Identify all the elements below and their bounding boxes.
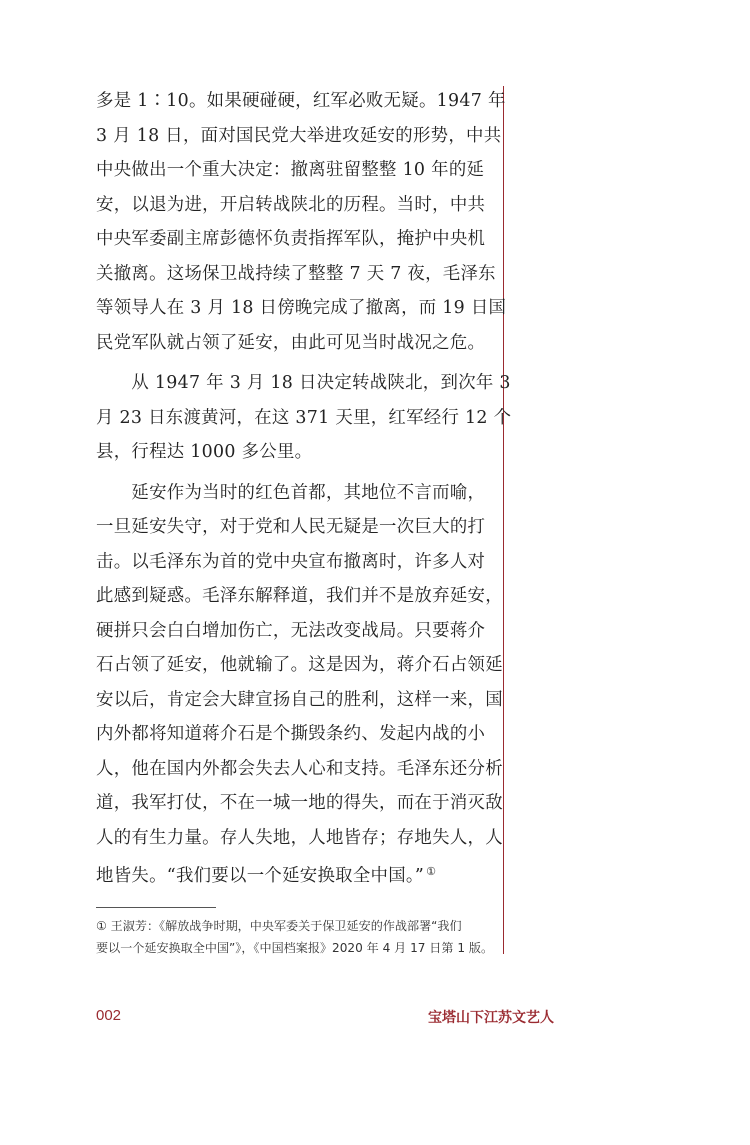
text-line: 中央军委副主席彭德怀负责指挥军队，掩护中央机 bbox=[96, 229, 486, 249]
footnote-reference[interactable]: ① bbox=[426, 865, 437, 878]
text-line: 关撤离。这场保卫战持续了整整 7 天 7 夜，毛泽东 bbox=[96, 263, 496, 284]
text-line: 从 1947 年 3 月 18 日决定转战陕北，到次年 3 bbox=[96, 373, 511, 393]
text-line: 3 月 18 日，面对国民党大举进攻延安的形势，中共 bbox=[96, 125, 502, 146]
text-line-content: 地皆失。“我们要以一个延安换取全中国。” bbox=[96, 866, 425, 886]
text-line: 县，行程达 1000 多公里。 bbox=[96, 442, 313, 462]
text-line: 安，以退为进，开启转战陕北的历程。当时，中共 bbox=[96, 194, 486, 215]
text-line: 此感到疑惑。毛泽东解释道，我们并不是放弃延安， bbox=[96, 586, 503, 606]
text-line: 中央做出一个重大决定：撤离驻留整整 10 年的延 bbox=[96, 160, 485, 180]
text-line: 道，我军打仗，不在一城一地的得失，而在于消灭敌 bbox=[96, 793, 503, 813]
text-line: 一旦延安失守，对于党和人民无疑是一次巨大的打 bbox=[96, 517, 486, 537]
margin-rule bbox=[503, 86, 504, 954]
footnote-line: 要以一个延安换取全中国”》，《中国档案报》2020 年 4 月 17 日第 1 版。 bbox=[96, 941, 494, 955]
text-line: 硬拼只会白白增加伤亡，无法改变战局。只要蒋介 bbox=[96, 620, 486, 641]
running-title: 宝塔山下江苏文艺人 bbox=[428, 1010, 554, 1026]
page-number: 002 bbox=[96, 1007, 122, 1024]
text-line: 延安作为当时的红色首都，其地位不言而喻， bbox=[96, 482, 486, 503]
text-line: 人的有生力量。存人失地，人地皆存；存地失人，人 bbox=[96, 827, 503, 848]
text-line-last bbox=[96, 857, 436, 887]
footnote-separator bbox=[96, 907, 216, 908]
text-line: 安以后，肯定会大肆宣扬自己的胜利，这样一来，国 bbox=[96, 689, 503, 710]
text-line: 等领导人在 3 月 18 日傍晚完成了撤离，而 19 日国 bbox=[96, 298, 507, 318]
text-line: 多是 1∶10。如果硬碰硬，红军必败无疑。1947 年 bbox=[96, 91, 506, 111]
text-line: 人，他在国内外都会失去人心和支持。毛泽东还分析 bbox=[96, 758, 503, 779]
text-line: 月 23 日东渡黄河，在这 371 天里，红军经行 12 个 bbox=[96, 407, 512, 428]
text-line: 内外都将知道蒋介石是个撕毁条约、发起内战的小 bbox=[96, 724, 486, 744]
text-line: 石占领了延安，他就输了。这是因为，蒋介石占领延 bbox=[96, 655, 503, 675]
text-line: 民党军队就占领了延安，由此可见当时战况之危。 bbox=[96, 332, 486, 353]
text-line: 击。以毛泽东为首的党中央宣布撤离时，许多人对 bbox=[96, 551, 486, 572]
footnote-line: ① 王淑芳：《解放战争时期，中央军委关于保卫延安的作战部署“我们 bbox=[96, 919, 462, 933]
